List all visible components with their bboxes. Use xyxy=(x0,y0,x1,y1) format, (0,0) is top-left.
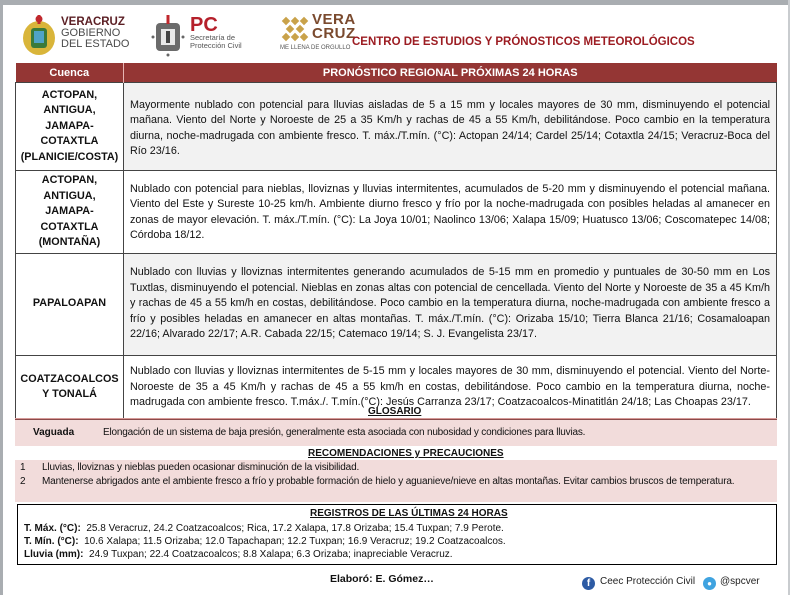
cuenca-line: (MONTAÑA) xyxy=(38,236,101,248)
glosario-definition: Elongación de un sistema de baja presión, generalmente esta asociada con nubosidad y condiciones para lluvias. xyxy=(103,427,586,438)
glosario-row xyxy=(15,420,777,446)
table-row xyxy=(16,253,777,355)
cuenca-cell xyxy=(16,171,124,254)
gobierno-line-3: DEL ESTADO xyxy=(61,38,130,50)
vera-line-1: VERA xyxy=(312,11,356,28)
recomendacion-number: 1 xyxy=(20,462,26,473)
registro-value: 10.6 Xalapa; 11.5 Orizaba; 12.0 Tapachapan; 12.2 Tuxpan; 16.9 Veracruz; 19.2 Coatzacoalcos. xyxy=(84,536,506,547)
cuenca-cell xyxy=(16,83,124,171)
glosario-title: GLOSARIO xyxy=(368,406,422,417)
registro-row xyxy=(24,536,506,547)
registro-label: T. Mín. (°C): xyxy=(24,536,79,547)
gobierno-veracruz-logo-text xyxy=(61,17,129,50)
recomendacion-number: 2 xyxy=(20,476,26,487)
cuenca-line: PAPALOAPAN xyxy=(32,297,107,310)
pronostico-cell: Mayormente nublado con potencial para lluvias aisladas de 5 a 15 mm y locales mayores de 30 mm, disminuyendo el potencial mañana. Viento del Norte y Noroeste de 25 a 35 Km/h y rachas de 45 a 55 Km/h, debilitándose. Poco cambio en la temperatura diurna, noche-madrugada con ambiente fresco. T. máx./T.mín. (°C): Actopan 24/14; Cardel 25/14; Cotaxtla 24/15; Veracruz-Boca del Río 23/16. xyxy=(124,83,777,171)
cuenca-line: COTAXTLA xyxy=(40,220,99,233)
pc-title: PC xyxy=(190,14,218,36)
table-header-row xyxy=(16,63,777,83)
registro-label: T. Máx. (°C): xyxy=(24,523,81,534)
veracruz-brand-logo-text xyxy=(312,13,356,41)
cuenca-line: JAMAPA- xyxy=(45,119,94,132)
registro-row xyxy=(24,549,453,560)
page-header xyxy=(0,5,790,57)
cuenca-line: ACTOPAN, xyxy=(41,88,98,101)
facebook-link[interactable]: Ceec Protección Civil xyxy=(600,576,696,587)
registro-label: Lluvia (mm): xyxy=(24,549,84,560)
facebook-icon[interactable]: f xyxy=(582,577,595,590)
vera-line-2: CRUZ xyxy=(312,25,356,42)
recomendaciones-list xyxy=(15,460,777,502)
pronostico-cell: Nublado con lluvias y lloviznas intermitentes de 5-15 mm y locales mayores de 30 mm, disminuyendo el potencial. Viento del Norte-Noroeste de 35 a 45 Km/h y rachas de 45 a 55 km/h en costas, debilitándose. Poco cambio en la temperatura diurna, noche-madrugada con ambiente fresco. T.máx./. T.mín.(°C): Jesús Carranza 23/17; Coatzacoalcos-Minatitlán 24/18; Las Choapas 23/17. xyxy=(124,355,777,420)
pronostico-cell: Nublado con lluvias y lloviznas intermitentes generando acumulados de 5-15 mm en promedio y puntuales de 30-50 mm en Los Tuxtlas, disminuyendo el potencial. Nieblas en zonas altas con potencial de cencellada. Viento del Norte y Noroeste de 35 a 45 Km/h y rachas de 45 a 55 km/h en costas, debilitándose. Poco cambio en la temperatura diurna, noche-madrugada con ambiente fresco a frío y posibles heladas en amanecer en altas montañas. T. máx./T.mín. (°C): Orizaba 15/10; Tierra Blanca 21/16; Cosamaloapan 22/16; Alvarado 22/17; A.R. Cabada 22/15; Catemaco 19/14; S. J. Evangelista 23/17. xyxy=(124,253,777,355)
recomendacion-text: Lluvias, lloviznas y nieblas pueden ocasionar disminución de la visibilidad. xyxy=(42,462,360,473)
cuenca-line: (PLANICIE/COSTA) xyxy=(20,150,119,163)
twitter-icon[interactable]: ● xyxy=(703,577,716,590)
veracruz-coat-of-arms-icon xyxy=(18,13,60,57)
center-title: CENTRO DE ESTUDIOS Y PRÓNOSTICOS METEOROLÓGICOS xyxy=(352,36,695,48)
cuenca-cell xyxy=(16,355,124,420)
table-row xyxy=(16,83,777,171)
gobierno-line-1: VERACRUZ xyxy=(61,16,125,28)
glosario-divider xyxy=(15,418,777,419)
cuenca-line: ANTIGUA, xyxy=(43,189,96,202)
registros-title: REGISTROS DE LAS ÚLTIMAS 24 HORAS xyxy=(310,508,508,519)
cuenca-cell xyxy=(16,253,124,355)
registro-value: 25.8 Veracruz, 24.2 Coatzacoalcos; Rica, 17.2 Xalapa, 17.8 Orizaba; 15.4 Tuxpan; 7.9 Perote. xyxy=(86,523,504,534)
forecast-table xyxy=(15,63,777,421)
window-left-border xyxy=(0,0,3,595)
proteccion-civil-logo-text xyxy=(190,16,242,50)
pronostico-cell: Nublado con potencial para nieblas, lloviznas y lluvias intermitentes, acumulados de 5-20 mm y disminuyendo el potencial mañana. Viento del Este y Sureste 10-25 km/h. Ambiente diurno fresco y frío por la noche-madrugada con posibles heladas al amanecer en zonas de mayor elevación. T. máx./T.mín. (°C): La Joya 10/01; Naolinco 13/06; Xalapa 15/09; Huatusco 13/06; Coscomatepec 14/08; Córdoba 18/12. xyxy=(124,171,777,254)
recomendaciones-title: RECOMENDACIONES y PRECAUCIONES xyxy=(308,448,504,459)
twitter-link[interactable]: @spcver xyxy=(720,576,760,587)
cuenca-line: ANTIGUA, xyxy=(43,104,96,117)
registro-row xyxy=(24,523,504,534)
cuenca-line: Y TONALÁ xyxy=(42,388,97,401)
column-header-pronostico: PRONÓSTICO REGIONAL PRÓXIMAS 24 HORAS xyxy=(124,63,777,83)
glosario-term: Vaguada xyxy=(33,427,75,438)
recomendacion-text: Mantenerse abrigados ante el ambiente fresco a frío y probable formación de hielo y aguanieve/nieve en altas montañas. Evitar cambios bruscos de temperatura. xyxy=(42,476,735,487)
cuenca-line: JAMAPA- xyxy=(45,205,94,217)
veracruz-pattern-icon xyxy=(280,15,310,43)
registro-value: 24.9 Tuxpan; 22.4 Coatzacoalcos; 8.8 Xalapa; 6.3 Orizaba; inapreciable Veracruz. xyxy=(89,549,453,560)
vera-tagline: ME LLENA DE ORGULLO xyxy=(280,45,351,51)
registros-box xyxy=(17,504,777,565)
cuenca-line: ACTOPAN, xyxy=(41,174,98,186)
cuenca-line: COATZACOALCOS xyxy=(20,372,119,385)
pc-subtitle-1: Secretaría de xyxy=(190,33,236,42)
cuenca-line: COTAXTLA xyxy=(40,135,99,148)
proteccion-civil-shield-icon xyxy=(150,13,186,57)
column-header-cuenca: Cuenca xyxy=(16,63,124,83)
elaboro-signature: Elaboró: E. Gómez… xyxy=(330,573,434,585)
gobierno-line-2: GOBIERNO xyxy=(61,27,121,39)
table-row xyxy=(16,171,777,254)
pc-subtitle-2: Protección Civil xyxy=(190,41,242,50)
